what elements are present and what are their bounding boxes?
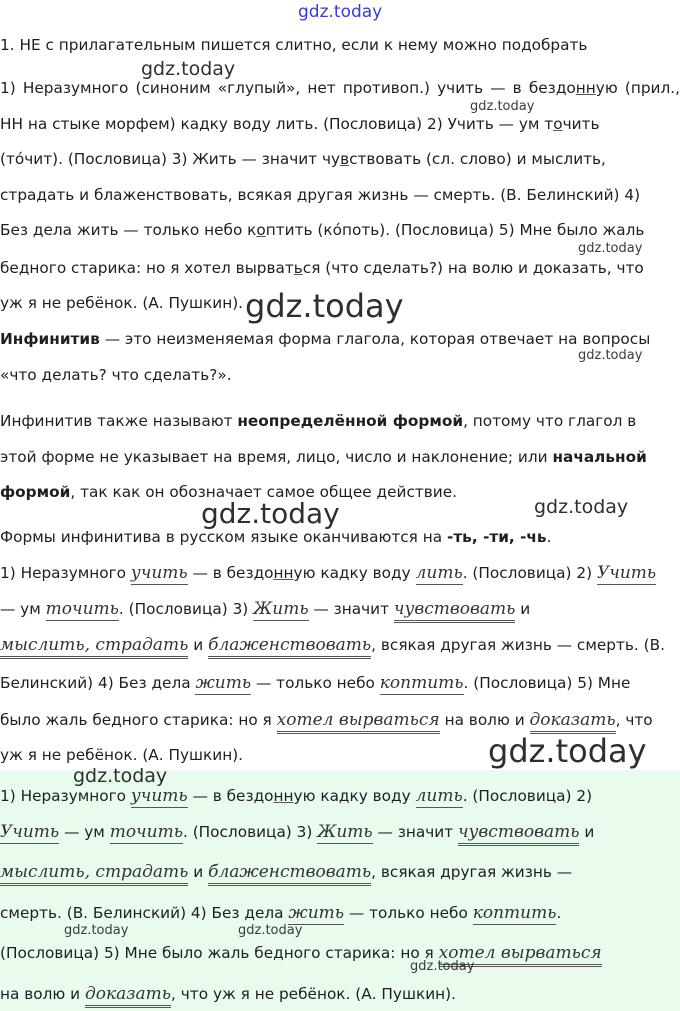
watermark: gdz.today bbox=[64, 923, 129, 938]
definition-line: Инфинитив также называют неопределённой формой, потому что глагол в bbox=[0, 412, 637, 430]
watermark: gdz.today bbox=[73, 765, 168, 787]
definition-line: Формы инфинитива в русском языке оканчиваются на -ть, -ти, -чь. bbox=[0, 528, 552, 546]
section-heading: 1. НЕ с прилагательным пишется слитно, если к нему можно подобрать bbox=[0, 36, 588, 54]
text-line: 1) Неразумного (синоним «глупый», нет противоп.) учить — в бездонную (прил., bbox=[0, 79, 680, 97]
analysis-line: было жаль бедного старика: но я хотел вырваться на волю и доказать, что bbox=[0, 710, 653, 730]
watermark: gdz.today bbox=[238, 923, 303, 938]
text-line: НН на стыке морфем) кадку воду лить. (Пословица) 2) Учить — ум точить bbox=[0, 115, 600, 133]
analysis-line: уж я не ребёнок. (А. Пушкин). bbox=[0, 746, 244, 764]
definition-line: формой, так как он обозначает самое общее действие. bbox=[0, 483, 458, 501]
watermark: gdz.today bbox=[578, 348, 643, 363]
watermark: gdz.today bbox=[578, 241, 643, 256]
text-line: (то́чит). (Пословица) 3) Жить — значит чувствовать (сл. слово) и мыслить, bbox=[0, 150, 606, 168]
answer-line: мыслить, страдать и блаженствовать, всякая другая жизнь — bbox=[0, 862, 572, 882]
definition-line: Инфинитив — это неизменяемая форма глагола, которая отвечает на вопросы bbox=[0, 330, 651, 348]
text-line: Без дела жить — только небо коптить (ко́поть). (Пословица) 5) Мне было жаль bbox=[0, 221, 645, 239]
watermark: gdz.today bbox=[470, 99, 535, 114]
watermark: gdz.today bbox=[245, 287, 404, 325]
watermark: gdz.today bbox=[141, 58, 236, 80]
answer-line: (Пословица) 5) Мне было жаль бедного старика: но я хотел вырваться bbox=[0, 943, 602, 963]
analysis-line: Белинский) 4) Без дела жить — только небо коптить. (Пословица) 5) Мне bbox=[0, 673, 631, 693]
answer-line: Учить — ум точить. (Пословица) 3) Жить — значит чувствовать и bbox=[0, 822, 594, 842]
analysis-line: 1) Неразумного учить — в бездонную кадку воду лить. (Пословица) 2) Учить bbox=[0, 563, 657, 583]
answer-line: 1) Неразумного учить — в бездонную кадку воду лить. (Пословица) 2) bbox=[0, 786, 593, 806]
watermark: gdz.today bbox=[410, 959, 475, 974]
analysis-line: — ум точить. (Пословица) 3) Жить — значит чувствовать и bbox=[0, 599, 530, 619]
text-line: бедного старика: но я хотел вырваться (что сделать?) на волю и доказать, что bbox=[0, 259, 644, 277]
watermark: gdz.today bbox=[201, 497, 340, 530]
text-line: страдать и блаженствовать, всякая другая жизнь — смерть. (В. Белинский) 4) bbox=[0, 186, 641, 204]
answer-line: на волю и доказать, что уж я не ребёнок. (А. Пушкин). bbox=[0, 984, 456, 1004]
definition-line: «что делать? что сделать?». bbox=[0, 366, 232, 384]
watermark: gdz.today bbox=[298, 2, 383, 22]
analysis-line: мыслить, страдать и блаженствовать, всякая другая жизнь — смерть. (В. bbox=[0, 635, 665, 655]
watermark: gdz.today bbox=[488, 732, 647, 770]
watermark: gdz.today bbox=[534, 496, 629, 518]
answer-line: смерть. (В. Белинский) 4) Без дела жить — только небо коптить. bbox=[0, 903, 562, 923]
text-line: уж я не ребёнок. (А. Пушкин). bbox=[0, 294, 244, 312]
definition-line: этой форме не указывает на время, лицо, число и наклонение; или начальной bbox=[0, 448, 647, 466]
